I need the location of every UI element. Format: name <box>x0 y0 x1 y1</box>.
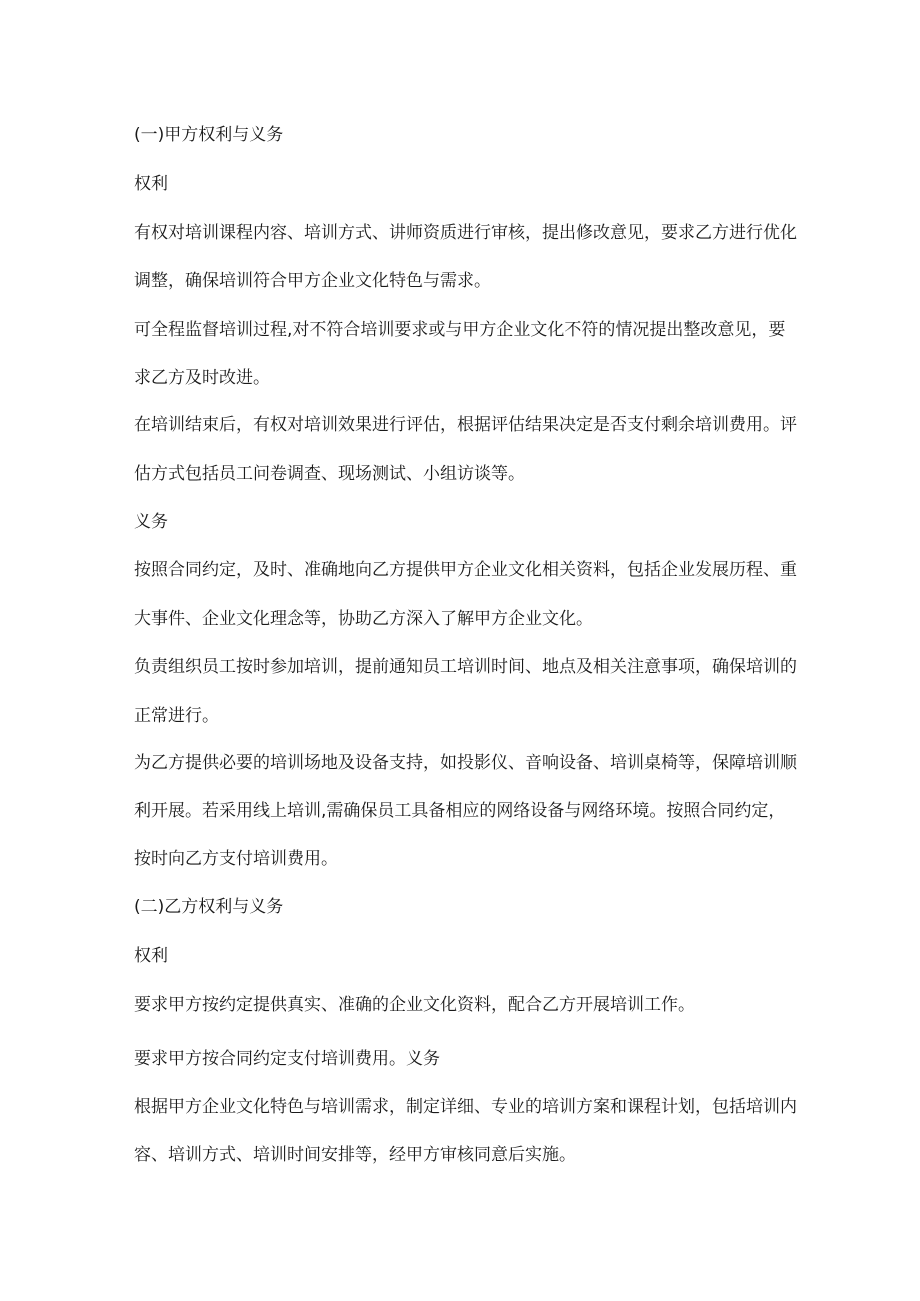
paragraph-line: 要求甲方按合同约定支付培训费用。义务 <box>134 1049 440 1069</box>
paragraph-line: 在培训结束后，有权对培训效果进行评估，根据评估结果决定是否支付剩余培训费用。评 <box>134 415 797 435</box>
paragraph-line: 可全程监督培训过程,对不符合培训要求或与甲方企业文化不符的情况提出整改意见，要 <box>134 320 786 340</box>
paragraph-line: 调整，确保培训符合甲方企业文化特色与需求。 <box>134 271 491 291</box>
subheading-obligations: 义务 <box>134 512 168 532</box>
paragraph-line: 按时向乙方支付培训费用。 <box>134 849 338 869</box>
paragraph-line: 为乙方提供必要的培训场地及设备支持，如投影仪、音响设备、培训桌椅等，保障培训顺 <box>134 753 797 773</box>
subheading-rights: 权利 <box>134 946 168 966</box>
paragraph-line: 负责组织员工按时参加培训，提前通知员工培训时间、地点及相关注意事项，确保培训的 <box>134 657 797 677</box>
paragraph-line: 有权对培训课程内容、培训方式、讲师资质进行审核，提出修改意见，要求乙方进行优化 <box>134 223 797 243</box>
paragraph-line: 根据甲方企业文化特色与培训需求，制定详细、专业的培训方案和课程计划，包括培训内 <box>134 1097 797 1117</box>
paragraph-line: 容、培训方式、培训时间安排等，经甲方审核同意后实施。 <box>134 1145 576 1165</box>
subheading-rights: 权利 <box>134 174 168 194</box>
paragraph-line: 大事件、企业文化理念等，协助乙方深入了解甲方企业文化。 <box>134 609 593 629</box>
paragraph-line: 求乙方及时改进。 <box>134 368 270 388</box>
section-heading-party-b: (二)乙方权利与义务 <box>134 897 284 917</box>
paragraph-line: 按照合同约定，及时、准确地向乙方提供甲方企业文化相关资料，包括企业发展历程、重 <box>134 560 797 580</box>
paragraph-line: 利开展。若采用线上培训,需确保员工具备相应的网络设备与网络环境。按照合同约定， <box>134 801 786 821</box>
paragraph-line: 估方式包括员工问卷调查、现场测试、小组访谈等。 <box>134 464 525 484</box>
paragraph-line: 正常进行。 <box>134 706 219 726</box>
section-heading-party-a: (一)甲方权利与义务 <box>134 125 284 145</box>
paragraph-line: 要求甲方按约定提供真实、准确的企业文化资料，配合乙方开展培训工作。 <box>134 995 695 1015</box>
